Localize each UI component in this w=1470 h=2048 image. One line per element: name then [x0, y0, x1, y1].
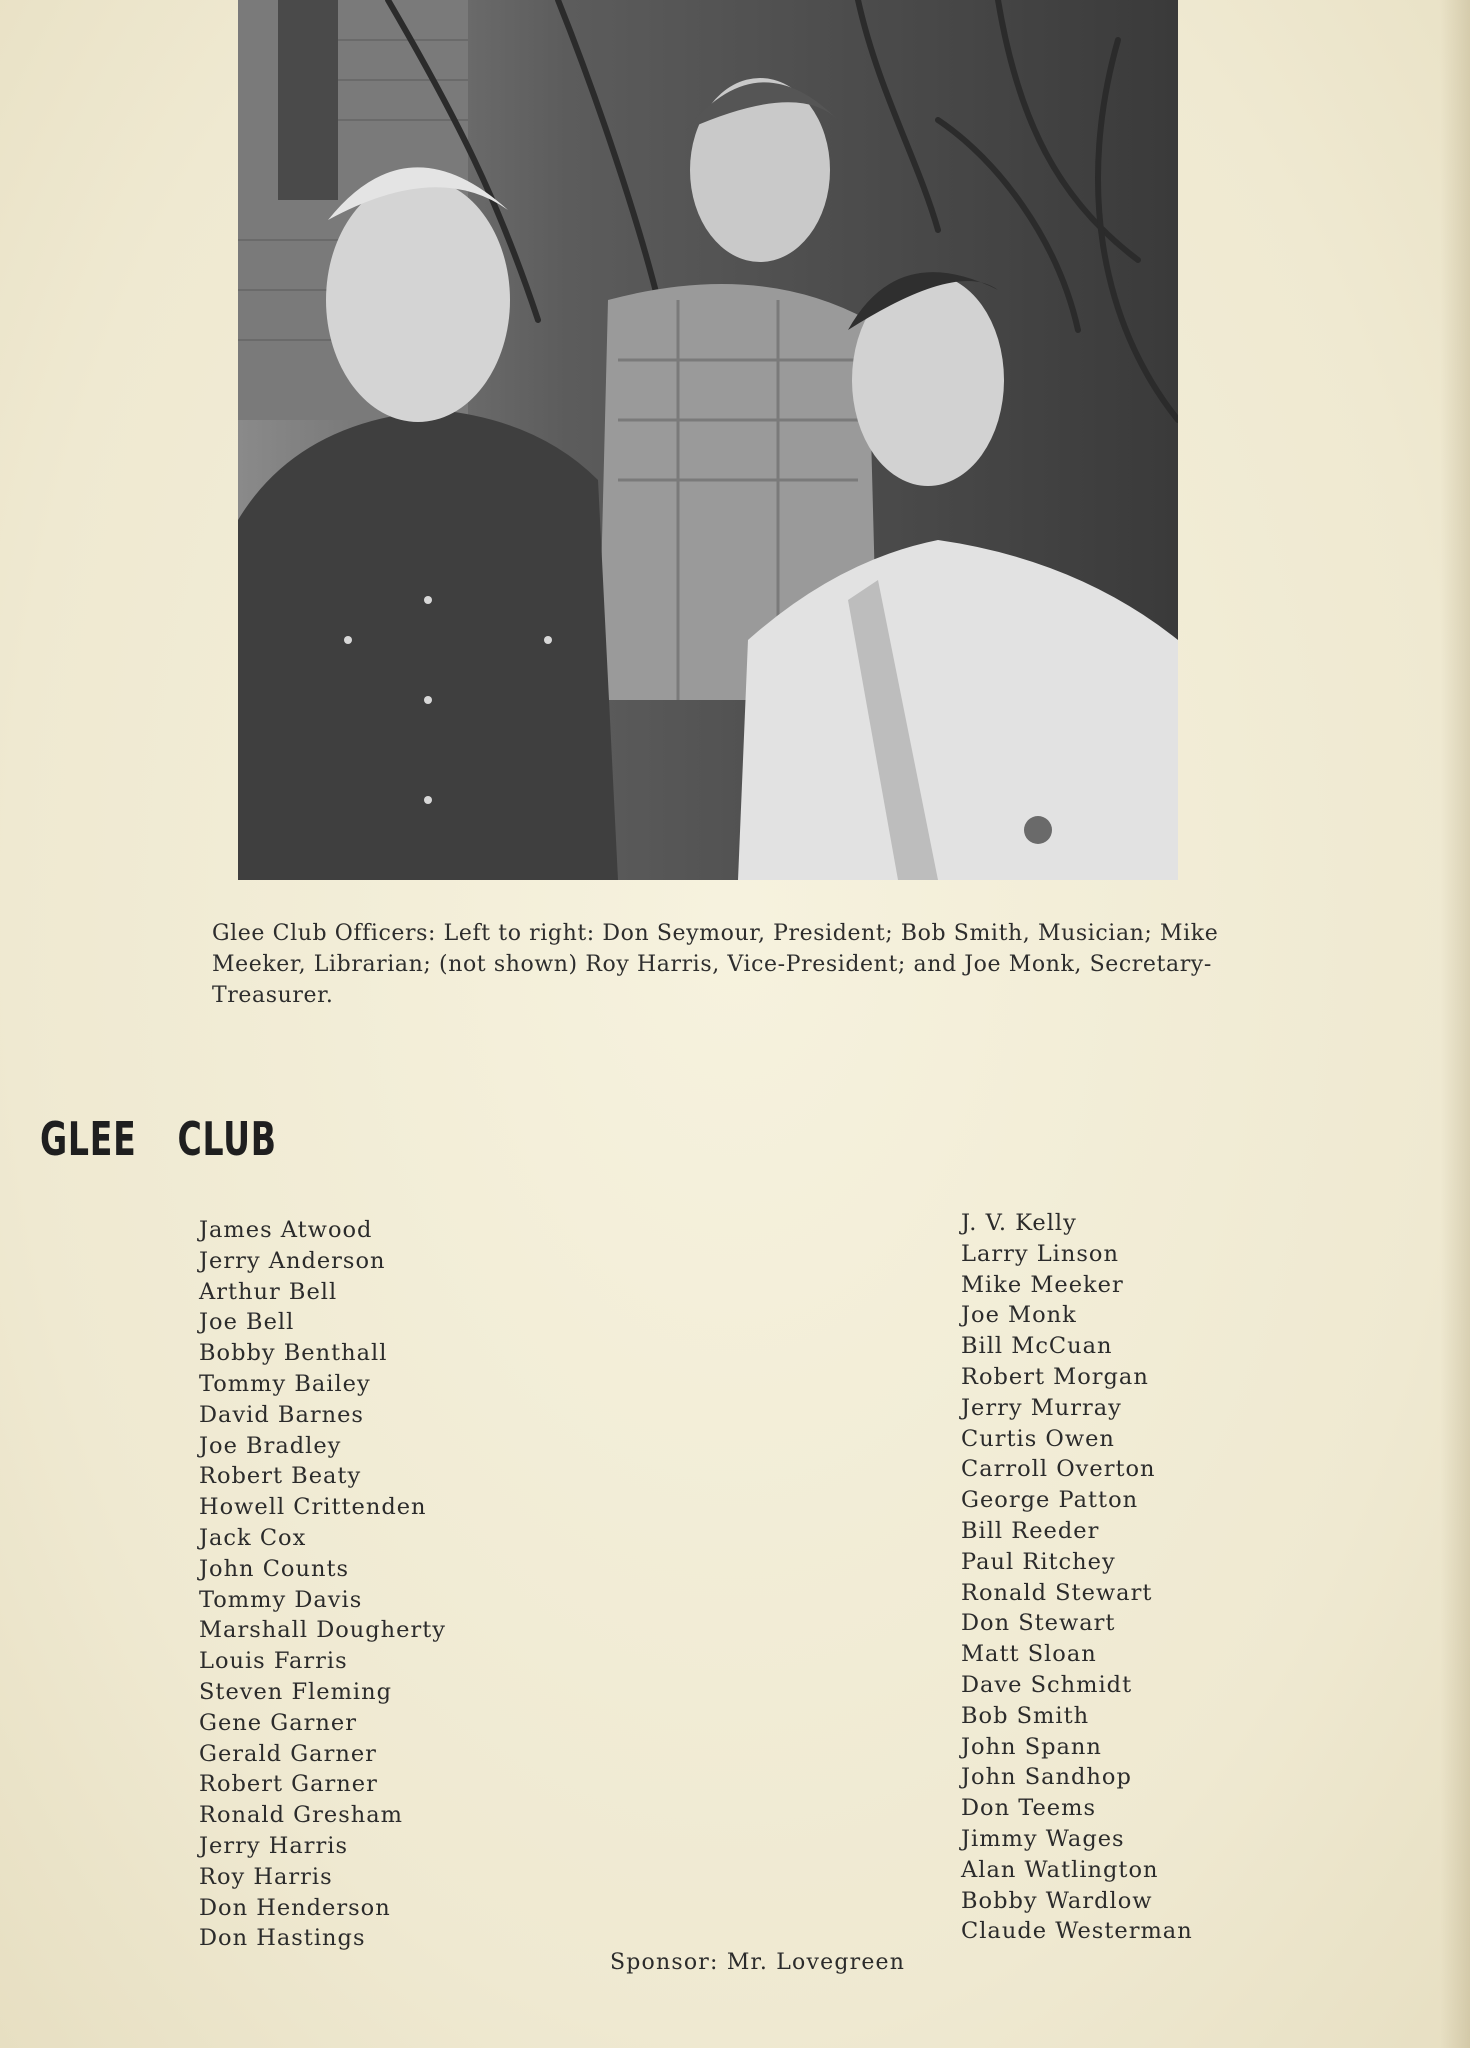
member-name: George Patton	[961, 1487, 1139, 1514]
members-list-right	[961, 1208, 1193, 1947]
member-name: Ronald Stewart	[961, 1579, 1153, 1606]
members-list-left	[199, 1215, 446, 1954]
member-name: Joe Bell	[199, 1309, 295, 1336]
member-name: James Atwood	[199, 1217, 373, 1243]
member-name: David Barnes	[199, 1401, 364, 1428]
page-edge-shadow	[1440, 0, 1470, 2048]
member-name: John Spann	[961, 1733, 1102, 1760]
member-name: Jimmy Wages	[961, 1825, 1125, 1852]
member-name: Paul Ritchey	[961, 1548, 1116, 1575]
member-name: Robert Morgan	[961, 1363, 1149, 1390]
member-name: Bobby Benthall	[199, 1340, 388, 1367]
member-name: Don Henderson	[199, 1894, 391, 1921]
officers-photo	[238, 0, 1178, 880]
member-name: Joe Bradley	[199, 1432, 342, 1459]
member-name: Bob Smith	[961, 1702, 1090, 1729]
member-name: Howell Crittenden	[199, 1494, 427, 1521]
member-name: Marshall Dougherty	[199, 1617, 446, 1644]
member-name: Claude Westerman	[961, 1918, 1193, 1945]
member-name: John Sandhop	[961, 1764, 1132, 1791]
member-name: Jerry Harris	[199, 1832, 348, 1859]
member-name: Jerry Anderson	[199, 1247, 386, 1274]
member-name: Tommy Bailey	[199, 1370, 371, 1397]
member-name: J. V. Kelly	[961, 1210, 1077, 1236]
member-name: Don Teems	[961, 1795, 1097, 1822]
member-name: Arthur Bell	[199, 1278, 338, 1305]
sponsor-line: Sponsor: Mr. Lovegreen	[610, 1950, 906, 1975]
member-name: Larry Linson	[961, 1240, 1119, 1267]
member-name: Don Hastings	[199, 1925, 366, 1952]
member-name: Dave Schmidt	[961, 1671, 1133, 1698]
member-name: Louis Farris	[199, 1648, 348, 1675]
member-name: Jerry Murray	[961, 1394, 1122, 1421]
member-name: Don Stewart	[961, 1610, 1116, 1637]
member-name: Matt Sloan	[961, 1641, 1097, 1668]
photo-caption: Glee Club Officers: Left to right: Don Seymour, President; Bob Smith, Musician; Mike Meeker, Librarian; (not shown) Roy Harris, Vice-President; and Joe Monk, Secretary-Treasurer.	[212, 921, 1219, 1008]
member-name: Carroll Overton	[961, 1456, 1156, 1483]
member-name: John Counts	[199, 1555, 350, 1582]
member-name: Robert Garner	[199, 1771, 378, 1798]
member-name: Jack Cox	[199, 1524, 307, 1551]
member-name: Mike Meeker	[961, 1271, 1124, 1298]
member-name: Roy Harris	[199, 1863, 333, 1890]
member-name: Gerald Garner	[199, 1740, 377, 1767]
section-heading: GLEE CLUB	[40, 1112, 277, 1166]
member-name: Bobby Wardlow	[961, 1887, 1153, 1914]
member-name: Steven Fleming	[199, 1678, 392, 1705]
member-name: Bill McCuan	[961, 1333, 1113, 1360]
member-name: Curtis Owen	[961, 1425, 1115, 1452]
member-name: Alan Watlington	[961, 1856, 1159, 1883]
member-name: Gene Garner	[199, 1709, 357, 1736]
member-name: Ronald Gresham	[199, 1802, 403, 1829]
member-name: Robert Beaty	[199, 1463, 362, 1490]
member-name: Tommy Davis	[199, 1586, 363, 1613]
member-name: Joe Monk	[961, 1302, 1077, 1329]
member-name: Bill Reeder	[961, 1517, 1100, 1544]
three-glee-club-officers-icon	[238, 0, 1178, 880]
